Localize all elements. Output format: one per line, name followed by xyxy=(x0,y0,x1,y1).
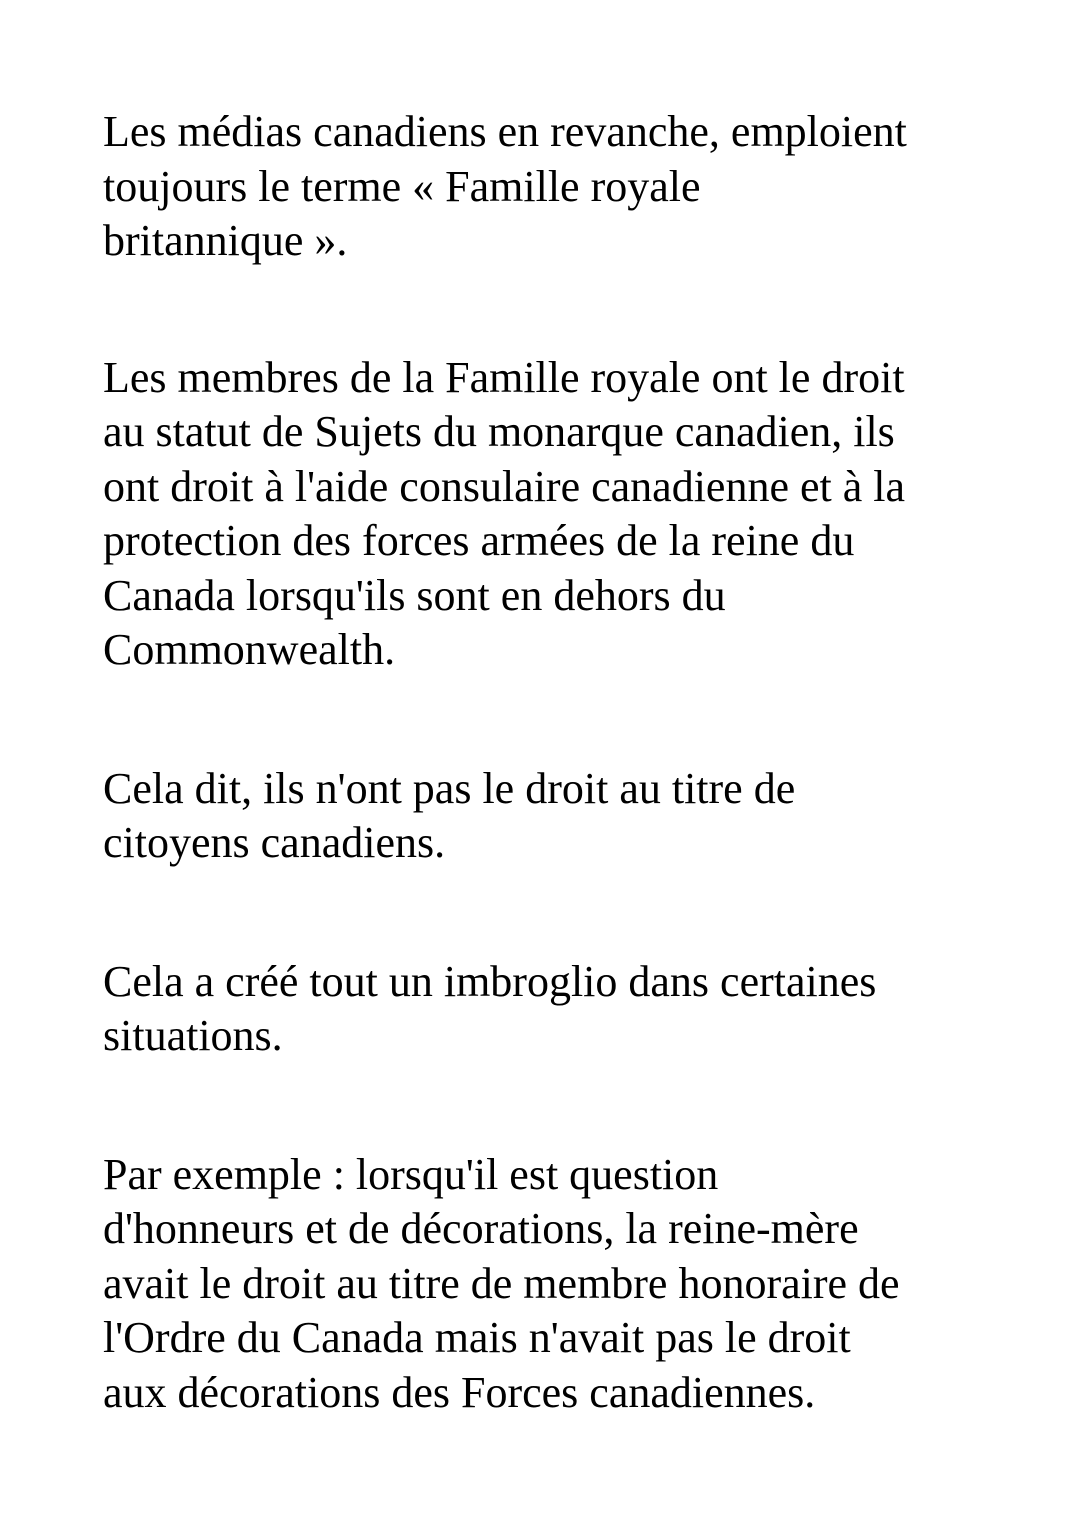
paragraph-citizenship xyxy=(103,762,983,871)
text-line: britannique ». xyxy=(103,216,348,265)
text-line: avait le droit au titre de membre honoraire de xyxy=(103,1258,900,1308)
paragraph-example-honours xyxy=(103,1148,983,1421)
text-line: Canada lorsqu'ils sont en dehors du xyxy=(103,570,726,620)
text-line: toujours le terme « Famille royale xyxy=(103,161,701,211)
text-line: Par exemple : lorsqu'il est question xyxy=(103,1149,719,1199)
text-line: Les membres de la Famille royale ont le droit xyxy=(103,352,905,402)
paragraph-imbroglio xyxy=(103,955,983,1064)
text-line: Cela dit, ils n'ont pas le droit au titre de xyxy=(103,763,796,813)
text-line: ont droit à l'aide consulaire canadienne et à la xyxy=(103,461,906,511)
text-line: au statut de Sujets du monarque canadien, ils xyxy=(103,407,895,456)
text-line: citoyens canadiens. xyxy=(103,818,446,867)
text-line: Les médias canadiens en revanche, emploient xyxy=(103,107,907,156)
text-line: l'Ordre du Canada mais n'avait pas le droit xyxy=(103,1313,851,1362)
text-line: situations. xyxy=(103,1011,283,1060)
text-line: Cela a créé tout un imbroglio dans certaines xyxy=(103,956,877,1006)
paragraph-royal-family-rights xyxy=(103,351,983,678)
text-line: d'honneurs et de décorations, la reine-mère xyxy=(103,1204,859,1253)
paragraph-media-terminology xyxy=(103,105,983,269)
text-line: protection des forces armées de la reine du xyxy=(103,516,855,565)
document-page xyxy=(103,105,983,1420)
text-line: Commonwealth. xyxy=(103,625,396,674)
text-line: aux décorations des Forces canadiennes. xyxy=(103,1367,816,1417)
